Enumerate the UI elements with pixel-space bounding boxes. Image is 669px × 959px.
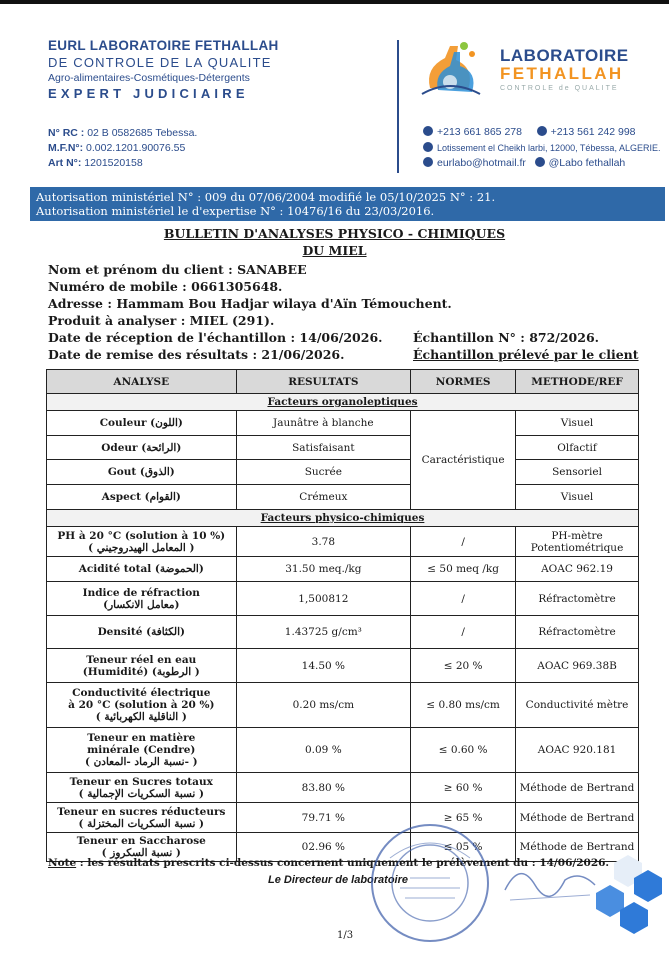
result-value: Sucrée	[236, 460, 411, 485]
column-header: RESULTATS	[236, 370, 411, 394]
result-value: 1.43725 g/cm³	[236, 616, 411, 649]
method-ref: Méthode de Bertrand	[516, 833, 639, 862]
table-row	[47, 411, 639, 436]
result-value: 02.96 %	[236, 833, 411, 862]
table-row	[47, 728, 639, 773]
client-name: Nom et prénom du client : SANABEE	[48, 262, 307, 277]
result-value: 79.71 %	[236, 803, 411, 833]
client-mobile: Numéro de mobile : 0661305648.	[48, 279, 283, 294]
result-value: 31.50 meq./kg	[236, 557, 411, 582]
page-number: 1/3	[337, 930, 354, 941]
table-row	[47, 557, 639, 582]
sample-number: Échantillon N° : 872/2026.	[413, 330, 600, 345]
result-value: 0.20 ms/cm	[236, 683, 411, 728]
result-value: 3.78	[236, 527, 411, 557]
email-line: eurlabo@hotmail.fr @Labo fethallah	[423, 157, 625, 169]
footer-note: Note : les résultats prescrits ci-dessus concernent uniquement le prélèvement du : 14/06/2026.	[48, 857, 610, 869]
column-header: NORMES	[411, 370, 516, 394]
method-ref: AOAC 920.181	[516, 728, 639, 773]
analysis-name: Teneur en sucres réducteurs ( نسبة السكريات المختزلة )	[47, 803, 237, 833]
analysis-name: Densité (الكثافة)	[47, 616, 237, 649]
analysis-name: Teneur en Saccharose ( نسبة السكروز )	[47, 833, 237, 862]
table-row	[47, 773, 639, 803]
method-ref: Conductivité mètre	[516, 683, 639, 728]
result-value: 14.50 %	[236, 649, 411, 683]
phone-icon	[423, 126, 433, 136]
norm-value: /	[411, 616, 516, 649]
laboratory-stamp	[360, 818, 500, 948]
column-header: METHODE/REF	[516, 370, 639, 394]
method-ref: AOAC 969.38B	[516, 649, 639, 683]
header-divider	[397, 40, 399, 173]
analysis-name: Aspect (القوام)	[47, 485, 237, 510]
norm-value: /	[411, 582, 516, 616]
art-line: Art N°: 1201520158	[48, 157, 143, 169]
table-row	[47, 803, 639, 833]
result-value: 0.09 %	[236, 728, 411, 773]
table-row	[47, 436, 639, 460]
table-row	[47, 616, 639, 649]
norm-value: ≥ 60 %	[411, 773, 516, 803]
result-value: Satisfaisant	[236, 436, 411, 460]
whatsapp-icon	[537, 126, 547, 136]
director-signature-label: Le Directeur de laboratoire	[268, 874, 408, 886]
logo-text-laboratoire: LABORATOIRE	[500, 46, 629, 65]
result-value: Jaunâtre à blanche	[236, 411, 411, 436]
analysis-name: Gout (الذوق)	[47, 460, 237, 485]
norm-value: ≤ 20 %	[411, 649, 516, 683]
analysis-name: Couleur (اللون)	[47, 411, 237, 436]
result-value: Crémeux	[236, 485, 411, 510]
hexagon-decoration	[590, 850, 665, 940]
logo-text-controle: CONTROLE de QUALITE	[500, 85, 619, 92]
table-row	[47, 582, 639, 616]
method-ref: Méthode de Bertrand	[516, 773, 639, 803]
method-ref: Sensoriel	[516, 460, 639, 485]
norm-value: ≤ 0.60 %	[411, 728, 516, 773]
section-physico-chemical: Facteurs physico-chimiques	[47, 510, 639, 527]
analysis-name: Teneur en matière minérale (Cendre) ( نسبة الرماد -المعادن- )	[47, 728, 237, 773]
table-row	[47, 649, 639, 683]
table-row	[47, 683, 639, 728]
analysis-name: Indice de réfraction (معامل الانكسار)	[47, 582, 237, 616]
analysis-name: PH à 20 °C (solution à 10 %) ( المعامل الهيدروجيني )	[47, 527, 237, 557]
method-ref: Visuel	[516, 485, 639, 510]
rc-line: N° RC : 02 B 0582685 Tebessa.	[48, 127, 198, 139]
norm-value: ≤ 0.80 ms/cm	[411, 683, 516, 728]
company-name: EURL LABORATOIRE FETHALLAH	[48, 38, 279, 53]
mfn-line: M.F.N°: 0.002.1201.90076.55	[48, 142, 186, 154]
table-row	[47, 485, 639, 510]
table-header-row	[47, 370, 639, 394]
document-subtitle: DU MIEL	[302, 243, 367, 258]
authorization-line-2: Autorisation ministériel le d'expertise N° : 10476/16 du 23/03/2016.	[36, 204, 435, 218]
method-ref: Réfractomètre	[516, 616, 639, 649]
logo-text-fethallah: FETHALLAH	[500, 64, 624, 83]
authorization-banner	[30, 187, 665, 221]
norm-value: ≤ 05 %	[411, 833, 516, 862]
top-border	[0, 0, 669, 4]
analysis-name: Conductivité électrique à 20 °C (solution à 20 %) ( الناقلية الكهربائية )	[47, 683, 237, 728]
analysis-name: Teneur réel en eau (Humidité) (الرطوبة )	[47, 649, 237, 683]
product-analyzed: Produit à analyser : MIEL (291).	[48, 313, 275, 328]
laboratory-flask-logo	[420, 38, 490, 100]
document-title: BULLETIN D'ANALYSES PHYSICO - CHIMIQUES	[163, 226, 506, 241]
analysis-table	[46, 369, 639, 862]
results-date: Date de remise des résultats : 21/06/2026.	[48, 347, 345, 362]
analysis-name: Odeur (الرائحة)	[47, 436, 237, 460]
facebook-icon	[535, 157, 545, 167]
method-ref: Méthode de Bertrand	[516, 803, 639, 833]
company-expert: EXPERT JUDICIAIRE	[48, 86, 249, 101]
section-organoleptic: Facteurs organoleptiques	[47, 394, 639, 411]
analysis-name: Acidité total (الحموضة)	[47, 557, 237, 582]
result-value: 1,500812	[236, 582, 411, 616]
analysis-name: Teneur en Sucres totaux ( نسبة السكريات الإجمالية )	[47, 773, 237, 803]
address-line: Lotissement el Cheikh larbi, 12000, Tébessa, ALGERIE.	[423, 142, 660, 153]
method-ref: AOAC 962.19	[516, 557, 639, 582]
company-identifiers	[48, 126, 197, 171]
norm-value: ≤ 50 meq /kg	[411, 557, 516, 582]
norm-value: /	[411, 527, 516, 557]
company-activity: Agro-alimentaires-Cosmétiques-Détergents	[48, 72, 250, 84]
client-address: Adresse : Hammam Bou Hadjar wilaya d'Aïn Témouchent.	[48, 296, 452, 311]
table-row	[47, 460, 639, 485]
method-ref: Visuel	[516, 411, 639, 436]
table-row	[47, 527, 639, 557]
authorization-line-1: Autorisation ministériel N° : 009 du 07/06/2004 modifié le 05/10/2025 N° : 21.	[36, 190, 496, 204]
method-ref: Réfractomètre	[516, 582, 639, 616]
norm-value: ≥ 65 %	[411, 803, 516, 833]
sampled-by: Échantillon prélevé par le client	[413, 347, 639, 362]
phone-line: +213 661 865 278 +213 561 242 998	[423, 126, 636, 138]
company-subtitle: DE CONTROLE DE LA QUALITE	[48, 55, 272, 70]
organoleptic-norm: Caractéristique	[411, 411, 516, 510]
signature-mark	[500, 850, 600, 910]
email-icon	[423, 157, 433, 167]
location-icon	[423, 142, 433, 152]
method-ref: Olfactif	[516, 436, 639, 460]
result-value: 83.80 %	[236, 773, 411, 803]
column-header: ANALYSE	[47, 370, 237, 394]
reception-date: Date de réception de l'échantillon : 14/06/2026.	[48, 330, 383, 345]
method-ref: PH-mètre Potentiométrique	[516, 527, 639, 557]
